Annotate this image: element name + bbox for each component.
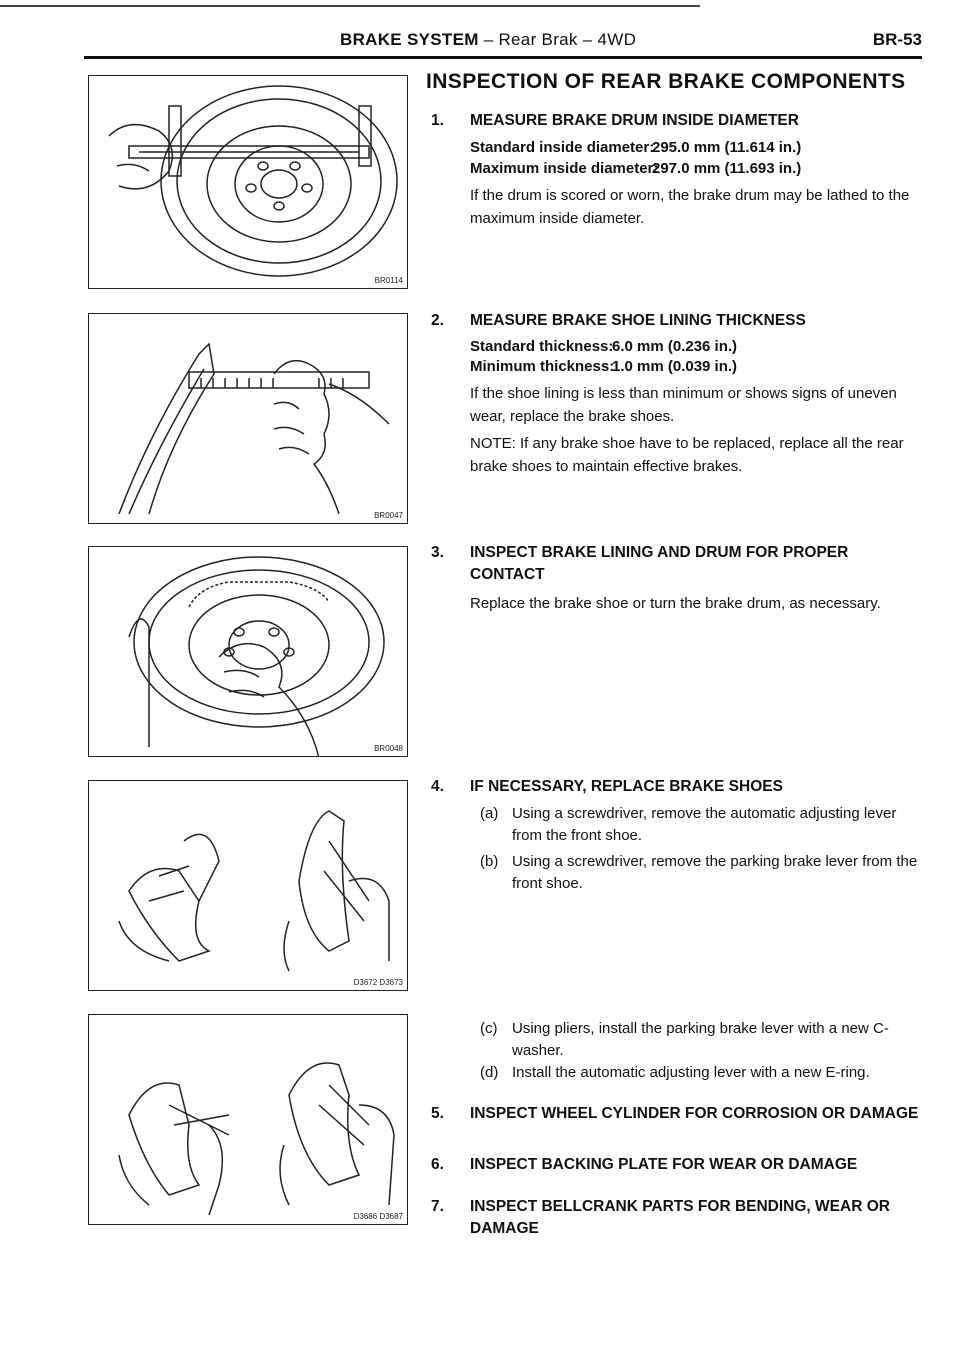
step-note: NOTE: If any brake shoe have to be replaced, replace all the rear brake shoes to maintain effective brakes.: [470, 435, 904, 475]
substep-text: Using a screwdriver, remove the automatic adjusting lever from the front shoe.: [512, 805, 897, 844]
figure-drum-diameter: [88, 75, 408, 289]
step-text: Replace the brake shoe or turn the brake drum, as necessary.: [470, 595, 881, 612]
step-title: INSPECT BACKING PLATE FOR WEAR OR DAMAGE: [470, 1156, 858, 1173]
step-number: 3.: [431, 544, 444, 561]
pliers-levers-illustration: [89, 1015, 408, 1225]
top-border-line: [0, 5, 700, 7]
spec-row: [470, 160, 802, 177]
step-title: MEASURE BRAKE SHOE LINING THICKNESS: [470, 312, 806, 329]
step-number: 1.: [431, 112, 444, 129]
spec-value: 295.0 mm (11.614 in.): [652, 139, 802, 156]
step-text: If the shoe lining is less than minimum or shows signs of uneven wear, replace the brake shoes.: [470, 385, 897, 425]
header-section: BRAKE SYSTEM: [340, 30, 479, 49]
step-title: IF NECESSARY, REPLACE BRAKE SHOES: [470, 778, 783, 795]
step-number: 4.: [431, 778, 444, 795]
figure-code: BR0114: [374, 276, 403, 285]
spec-value: 6.0 mm (0.236 in.): [612, 338, 738, 355]
spec-value: 297.0 mm (11.693 in.): [652, 160, 802, 177]
spec-label: Minimum thickness:: [470, 358, 615, 375]
substep-text: Using a screwdriver, remove the parking brake lever from the front shoe.: [512, 853, 918, 892]
header-rule: [84, 56, 922, 59]
spec-label: Standard thickness:: [470, 338, 614, 355]
step-number: 7.: [431, 1198, 444, 1215]
step-title: INSPECT WHEEL CYLINDER FOR CORROSION OR DAMAGE: [470, 1105, 919, 1122]
step-number: 6.: [431, 1156, 444, 1173]
substep-text: Using pliers, install the parking brake lever with a new C-washer.: [512, 1020, 889, 1059]
spec-label: Standard inside diameter:: [470, 139, 655, 156]
figure-code: BR0048: [374, 744, 403, 753]
step-title: INSPECT BRAKE LINING AND DRUM FOR PROPER CONTACT: [470, 544, 849, 583]
figure-code: D3686 D3687: [353, 1212, 403, 1221]
page-number: BR-53: [872, 30, 922, 49]
drum-contact-illustration: [89, 547, 408, 757]
drum-caliper-illustration: [89, 76, 408, 289]
figure-remove-levers: [88, 780, 408, 991]
lining-ruler-illustration: [89, 314, 408, 524]
figure-lining-thickness: [88, 313, 408, 524]
step-number: 2.: [431, 312, 444, 329]
step-number: 5.: [431, 1105, 444, 1122]
spec-row: [470, 358, 738, 375]
figure-lining-contact: [88, 546, 408, 757]
substep-label: (b): [480, 853, 499, 870]
substep-label: (a): [480, 805, 499, 822]
spec-row: [470, 139, 802, 156]
step-title: INSPECT BELLCRANK PARTS FOR BENDING, WEAR OR DAMAGE: [470, 1198, 890, 1237]
spec-value: 1.0 mm (0.039 in.): [612, 358, 738, 375]
page-title: INSPECTION OF REAR BRAKE COMPONENTS: [426, 70, 906, 93]
screwdriver-levers-illustration: [89, 781, 408, 991]
substep-label: (c): [480, 1020, 498, 1037]
page-header: [340, 30, 636, 50]
figure-install-levers: [88, 1014, 408, 1225]
header-subsection: – Rear Brak – 4WD: [483, 30, 637, 49]
step-title: MEASURE BRAKE DRUM INSIDE DIAMETER: [470, 112, 799, 129]
step-text: If the drum is scored or worn, the brake drum may be lathed to the maximum inside diameter.: [470, 187, 910, 227]
spec-label: Maximum inside diameter:: [470, 160, 659, 177]
figure-code: BR0047: [374, 511, 403, 520]
figure-code: D3672 D3673: [353, 978, 403, 987]
substep-text: Install the automatic adjusting lever with a new E-ring.: [512, 1064, 870, 1081]
substep-label: (d): [480, 1064, 499, 1081]
spec-row: [470, 338, 738, 355]
